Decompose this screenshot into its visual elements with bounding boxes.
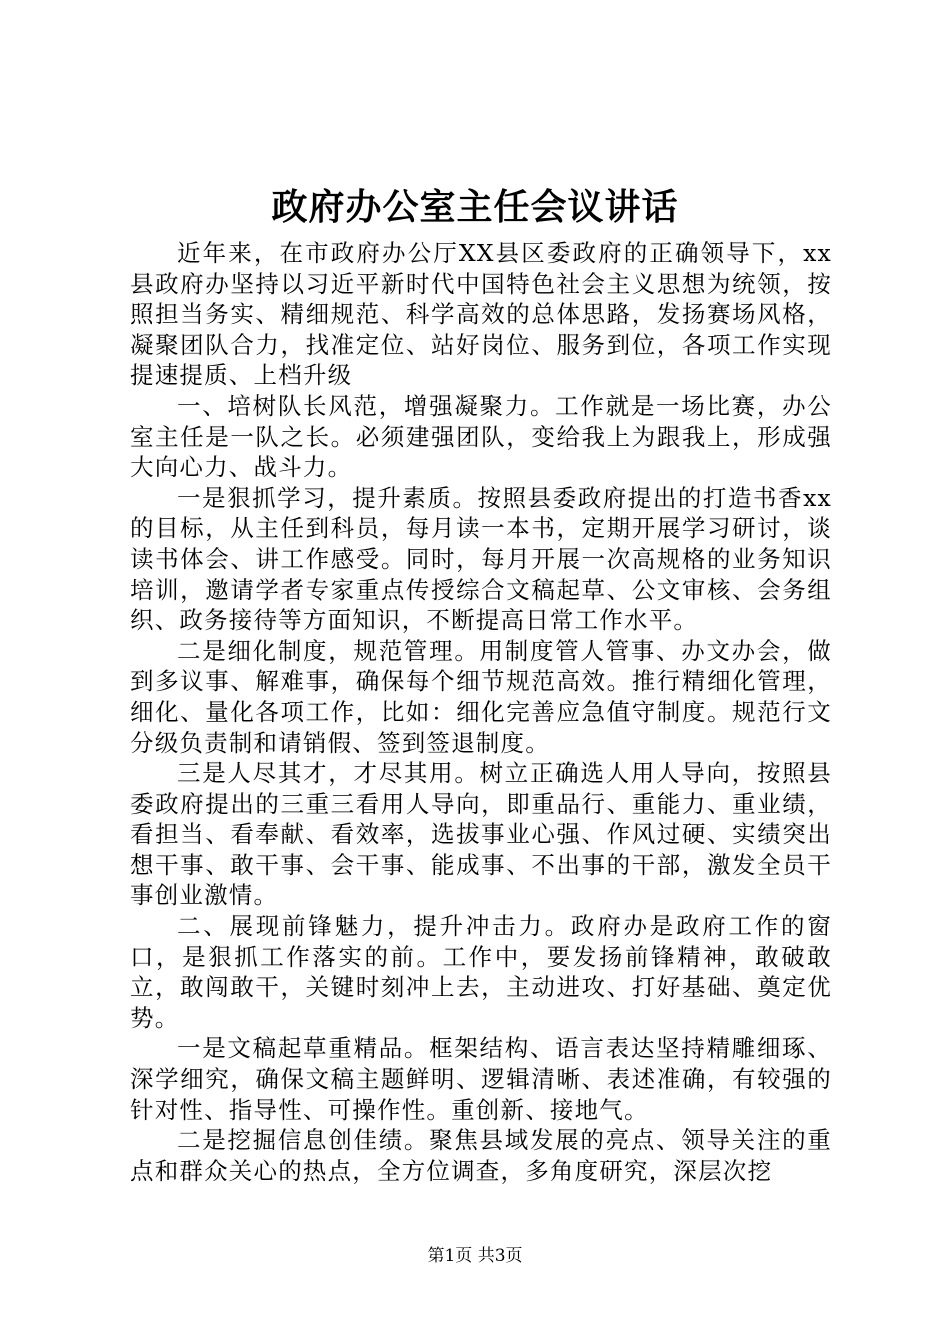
paragraph: 一、培树队长风范，增强凝聚力。工作就是一场比赛，办公室主任是一队之长。必须建强团队，变给我上为跟我上，形成强大向心力、战斗力。 bbox=[130, 391, 832, 482]
paragraph: 一是狠抓学习，提升素质。按照县委政府提出的打造书香xx的目标，从主任到科员，每月读一本书，定期开展学习研讨，谈读书体会、讲工作感受。同时，每月开展一次高规格的业务知识培训，邀请学者专家重点传授综合文稿起草、公文审核、会务组织、政务接待等方面知识，不断提高日常工作水平。 bbox=[130, 483, 832, 635]
document-body bbox=[130, 238, 832, 1186]
paragraph: 二、展现前锋魅力，提升冲击力。政府办是政府工作的窗口，是狠抓工作落实的前。工作中，要发扬前锋精神，敢破敢立，敢闯敢干，关键时刻冲上去，主动进攻、打好基础、奠定优势。 bbox=[130, 912, 832, 1032]
paragraph: 三是人尽其才，才尽其用。树立正确选人用人导向，按照县委政府提出的三重三看用人导向，即重品行、重能力、重业绩，看担当、看奉献、看效率，选拔事业心强、作风过硬、实绩突出想干事、敢干事、会干事、能成事、不出事的干部，激发全员干事创业激情。 bbox=[130, 759, 832, 910]
document-title: 政府办公室主任会议讲话 bbox=[271, 186, 679, 228]
paragraph: 二是细化制度，规范管理。用制度管人管事、办文办会，做到多议事、解难事，确保每个细节规范高效。推行精细化管理，细化、量化各项工作，比如：细化完善应急值守制度。规范行文分级负责制和请销假、签到签退制度。 bbox=[130, 636, 832, 757]
paragraph: 二是挖掘信息创佳绩。聚焦县域发展的亮点、领导关注的重点和群众关心的热点，全方位调查，多角度研究，深层次挖 bbox=[130, 1126, 832, 1185]
page-footer: 第1页 共3页 bbox=[427, 1246, 523, 1266]
paragraph: 近年来，在市政府办公厅XX县区委政府的正确领导下，xx县政府办坚持以习近平新时代中国特色社会主义思想为统领，按照担当务实、精细规范、科学高效的总体思路，发扬赛场风格，凝聚团队合力，找准定位、站好岗位、服务到位，各项工作实现提速提质、上档升级 bbox=[130, 239, 832, 390]
paragraph: 一是文稿起草重精品。框架结构、语言表达坚持精雕细琢、深学细究，确保文稿主题鲜明、逻辑清晰、表述准确，有较强的针对性、指导性、可操作性。重创新、接地气。 bbox=[130, 1034, 832, 1124]
